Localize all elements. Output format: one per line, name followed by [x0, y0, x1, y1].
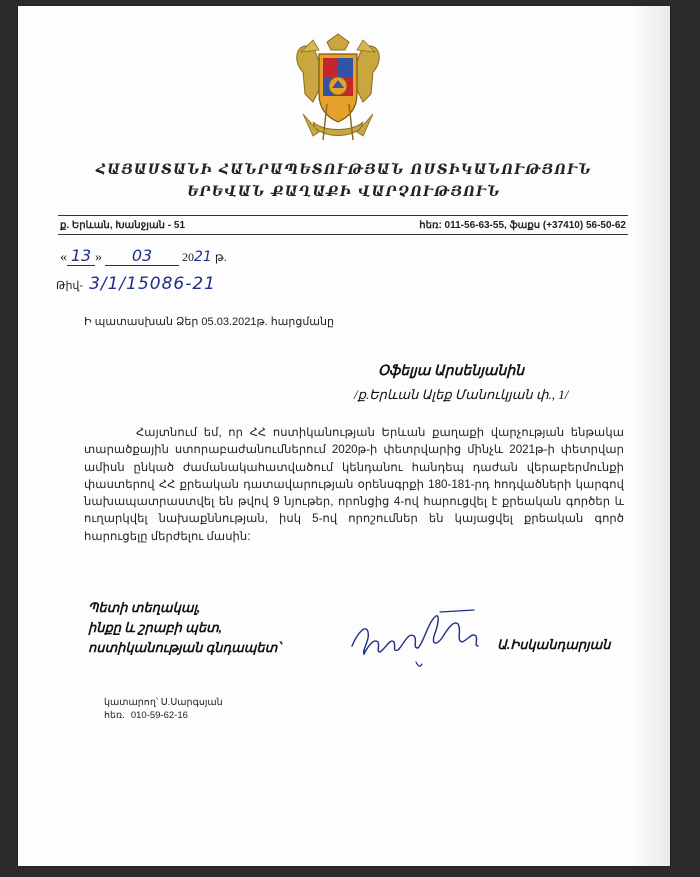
reference-label: Թիվ- [56, 280, 84, 292]
date-year-suffix: 21 [194, 249, 212, 265]
date-year-prefix: 20 [182, 250, 194, 264]
header-divider-top [58, 215, 628, 216]
letterhead-department: ԵՐԵՎԱՆ ՔԱՂԱՔԻ ՎԱՐՉՈՒԹՅՈՒՆ [187, 184, 501, 200]
executor-phone-label: հեռ. [104, 710, 125, 721]
date-month-field [105, 246, 179, 266]
letter-body: Հայտնում եմ, որ ՀՀ ոստիկանության Երևան քաղաքի վարչության ենթակա տարածքային ստորաբաժանումներում 2020թ-ի փետրվարից մինչև 2021թ-ի փետրվար ամիսն ընկած ժամանակահատվածում կենդանու հանդեպ դաժան վերաբերմունքի փաստերով ՀՀ քրեական դատավարության օրենսգրքի 180-181-րդ հոդվածների կարգով նախապատրաստվել են թվով 9 նյութեր, որոնցից 4-ով հարուցվել է քրեական գործեր և ուղարկվել նախաքննության, իսկ 5-ով որոշումներ են կայացվել քրեական գործ հարուցելը մերժելու մասին: [84, 426, 624, 543]
signer-title-line3: ոստիկանության գնդապետ՝ [88, 640, 281, 655]
letterhead-ministry: ՀԱՅԱՍՏԱՆԻ ՀԱՆՐԱՊԵՏՈՒԹՅԱՆ ՈՍՏԻԿԱՆՈՒԹՅՈՒՆ [96, 162, 592, 178]
signer-name: Ա.Իսկանդարյան [497, 637, 611, 652]
executor-block [104, 696, 223, 722]
signer-title-line2: ինքը և շրաբի պետ, [88, 620, 222, 635]
reference-line [56, 274, 216, 294]
letter-date [60, 246, 227, 266]
handwritten-signature [344, 602, 494, 674]
armenia-coat-of-arms-icon [283, 32, 393, 144]
reference-number: 3/1/15086-21 [89, 274, 216, 294]
signer-title [88, 598, 280, 658]
letterhead-address: ք. Երևան, Խանջյան - 51 [60, 220, 186, 231]
recipient-address: /ք.Երևան Ալեք Մանուկյան փ., 1/ [354, 387, 569, 402]
signer-title-line1: Պետի տեղակալ, [88, 600, 201, 615]
date-open-quote: « [60, 250, 67, 265]
date-close-quote: » [95, 250, 102, 265]
executor-phone-number: 010-59-62-16 [130, 710, 188, 721]
letterhead-phone: հեռ: 011-56-63-55, ֆաքս (+37410) 56-50-62 [419, 220, 626, 231]
letter-page [18, 6, 670, 866]
executor-phone [104, 709, 223, 722]
recipient-name: Օֆելյա Արսենյանին [378, 364, 525, 379]
in-reply-line: Ի պատասխան Ձեր 05.03.2021թ. հարցմանը [84, 316, 334, 328]
header-divider-bottom [58, 234, 628, 235]
executor-name: կատարող՝ Ս.Սարգսյան [104, 697, 223, 708]
date-year-label: թ. [214, 250, 227, 264]
date-month: 03 [131, 246, 153, 265]
date-day-field [67, 246, 95, 266]
date-day: 13 [70, 246, 92, 265]
